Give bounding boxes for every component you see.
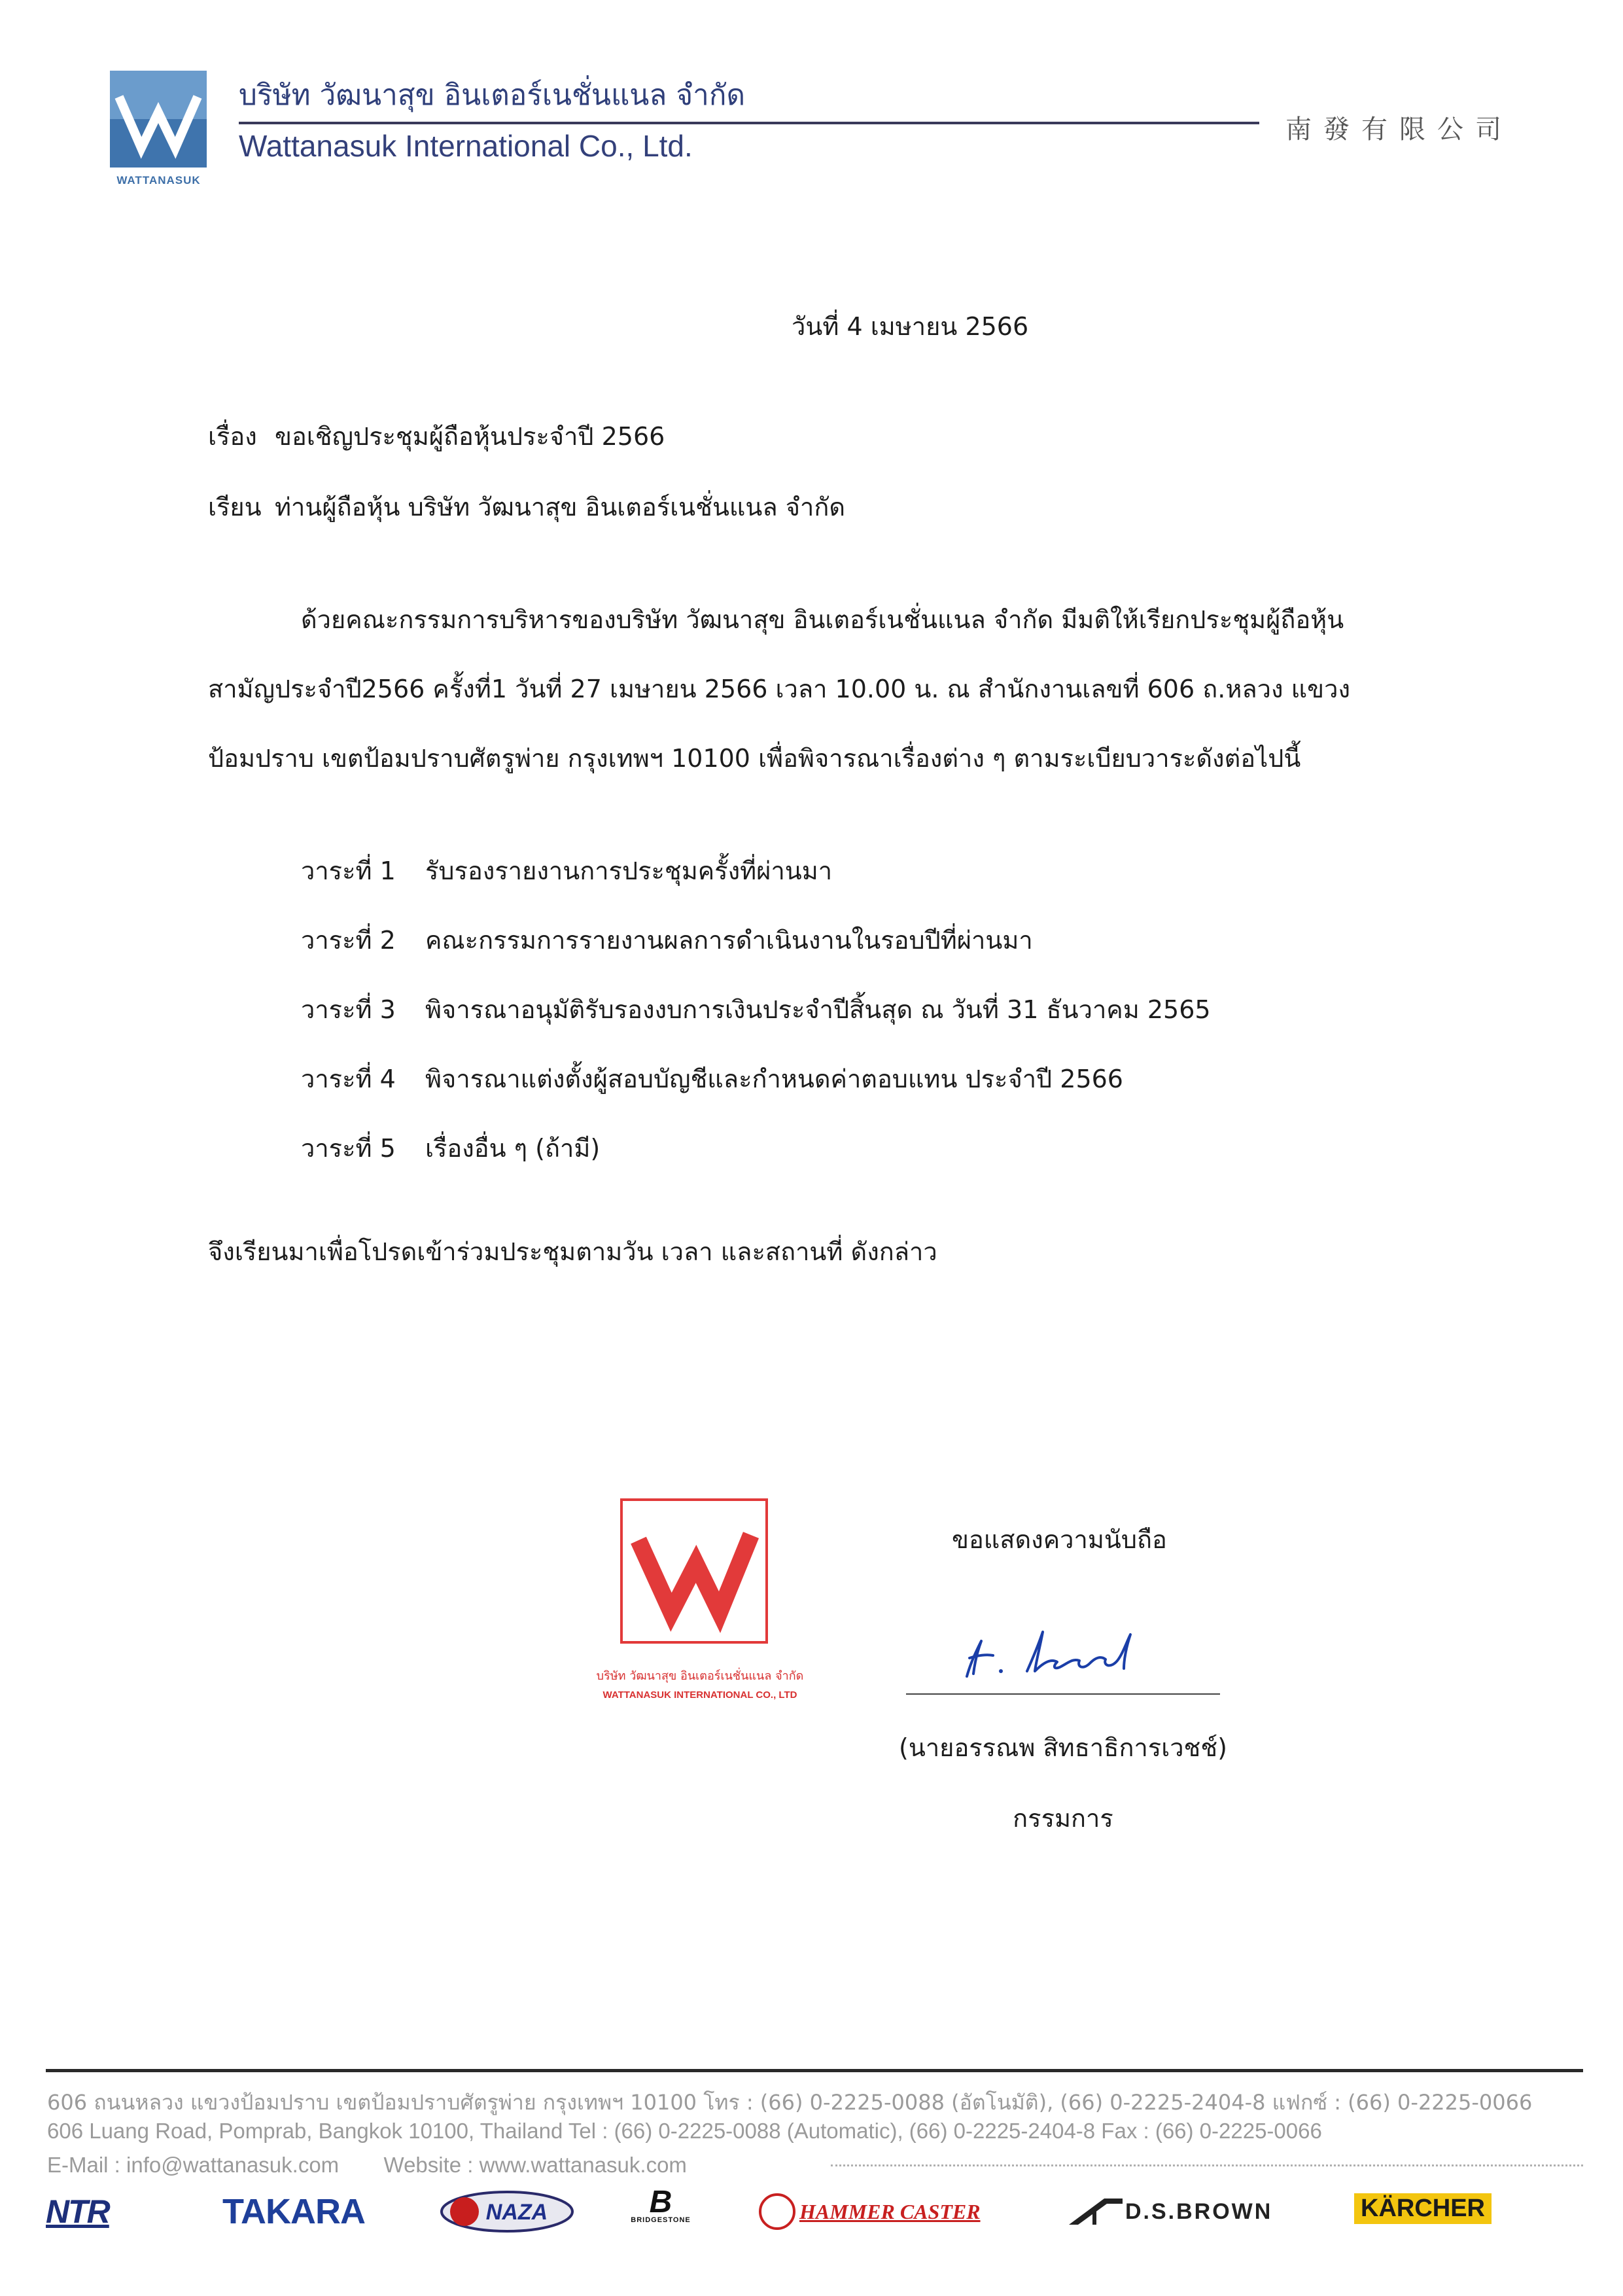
footer-contact — [47, 2153, 687, 2178]
logo-caption: WATTANASUK — [116, 174, 201, 186]
agenda-item — [301, 920, 1033, 960]
regards-text: ขอแสดงความนับถือ — [952, 1525, 1167, 1554]
company-stamp — [620, 1498, 768, 1644]
recipient-label: เรียน — [208, 493, 262, 521]
stamp-name-en: WATTANASUK INTERNATIONAL CO., LTD — [602, 1689, 797, 1701]
company-name-en: Wattanasuk International Co., Ltd. — [239, 129, 693, 163]
brand-logo-ds-brown — [1066, 2189, 1272, 2234]
agenda-number: วาระที่ 1 — [301, 857, 396, 885]
brand-logo-karcher: KÄRCHER — [1354, 2193, 1492, 2224]
handwritten-signature — [955, 1603, 1164, 1695]
paragraph-line: สามัญประจำปี2566 ครั้งที่1 วันที่ 27 เมษายน 2566 เวลา 10.00 น. ณ สำนักงานเลขที่ 606 ถ.หลวง แขวง — [208, 675, 1350, 703]
footer-divider — [46, 2069, 1583, 2072]
paragraph-line: ด้วยคณะกรรมการบริหารของบริษัท วัฒนาสุข อินเตอร์เนชั่นแนล จำกัด มีมติให้เรียกประชุมผู้ถือหุ้น — [301, 605, 1344, 634]
agenda-number: วาระที่ 3 — [301, 995, 396, 1024]
brand-logo-ntr: NTR — [46, 2193, 109, 2230]
company-logo — [110, 71, 207, 168]
agenda-text: รับรองรายงานการประชุมครั้งที่ผ่านมา — [425, 857, 833, 885]
footer-address-th: 606 ถนนหลวง แขวงป้อมปราบ เขตป้อมปราบศัตรูพ่าย กรุงเทพฯ 10100 โทร : (66) 0-2225-0088 (อัตโนมัติ), (66) 0-2225-2404-8 แฟกซ์ : (66) 0-2225-0066 — [47, 2090, 1533, 2115]
ds-brown-text: D.S.BROWN — [1125, 2199, 1273, 2224]
caster-wheel-icon — [759, 2193, 795, 2230]
closing-sentence: จึงเรียนมาเพื่อโปรดเข้าร่วมประชุมตามวัน เวลา และสถานที่ ดังกล่าว — [208, 1237, 937, 1266]
footer-email: E-Mail : info@wattanasuk.com — [47, 2153, 340, 2177]
brand-logo-bridgestone — [625, 2185, 697, 2234]
header-divider — [239, 122, 1259, 124]
agenda-text: คณะกรรมการรายงานผลการดำเนินงานในรอบปีที่ผ่านมา — [425, 926, 1033, 955]
agenda-item — [301, 851, 832, 891]
recipient-text: ท่านผู้ถือหุ้น บริษัท วัฒนาสุข อินเตอร์เนชั่นแนล จำกัด — [275, 493, 846, 521]
agenda-text: พิจารณาอนุมัติรับรองงบการเงินประจำปีสิ้นสุด ณ วันที่ 31 ธันวาคม 2565 — [425, 995, 1211, 1024]
footer-address-en: 606 Luang Road, Pomprab, Bangkok 10100, Thailand Tel : (66) 0-2225-0088 (Automatic), (66) 0-2225-2404-8 Fax : (66) 0-2225-0066 — [47, 2119, 1322, 2143]
subject-text: ขอเชิญประชุมผู้ถือหุ้นประจำปี 2566 — [275, 422, 665, 451]
agenda-text: เรื่องอื่น ๆ (ถ้ามี) — [425, 1134, 601, 1163]
company-name-cn: 南發有限公司 — [1285, 115, 1513, 145]
letter-date: วันที่ 4 เมษายน 2566 — [792, 312, 1029, 341]
ds-brown-bridge-icon — [1066, 2192, 1125, 2231]
stamp-name-th: บริษัท วัฒนาสุข อินเตอร์เนชั่นแนล จำกัด — [596, 1669, 804, 1683]
footer-website: Website : www.wattanasuk.com — [383, 2153, 687, 2177]
bridgestone-b-icon: B — [649, 2185, 672, 2219]
stamp-w-mark — [623, 1501, 765, 1641]
agenda-item — [301, 1128, 600, 1168]
company-name-th: บริษัท วัฒนาสุข อินเตอร์เนชั่นแนล จำกัด — [239, 79, 746, 112]
bridgestone-wordmark: BRIDGESTONE — [631, 2216, 691, 2224]
brand-logo-hammer-caster — [759, 2189, 981, 2234]
signature-line — [906, 1693, 1220, 1695]
signer-title: กรรมการ — [1013, 1804, 1113, 1833]
subject-label: เรื่อง — [208, 422, 257, 451]
agenda-text: พิจารณาแต่งตั้งผู้สอบบัญชีและกำหนดค่าตอบแทน ประจำปี 2566 — [425, 1065, 1123, 1093]
paragraph-line: ป้อมปราบ เขตป้อมปราบศัตรูพ่าย กรุงเทพฯ 10100 เพื่อพิจารณาเรื่องต่าง ๆ ตามระเบียบวาระดังต่อไปนี้ — [208, 744, 1301, 773]
agenda-item — [301, 1059, 1123, 1099]
brand-logo-takara: TAKARA — [222, 2192, 365, 2231]
agenda-number: วาระที่ 4 — [301, 1065, 396, 1093]
signer-name: (นายอรรณพ สิทธาธิการเวชช์) — [899, 1733, 1227, 1762]
agenda-item — [301, 989, 1211, 1029]
agenda-number: วาระที่ 5 — [301, 1134, 396, 1163]
agenda-number: วาระที่ 2 — [301, 926, 396, 955]
footer-dotted-rule — [831, 2164, 1583, 2166]
hammer-caster-text: HAMMER CASTER — [799, 2199, 981, 2223]
brand-naza-text: NAZA — [485, 2200, 548, 2225]
brand-logo-naza — [438, 2189, 576, 2234]
